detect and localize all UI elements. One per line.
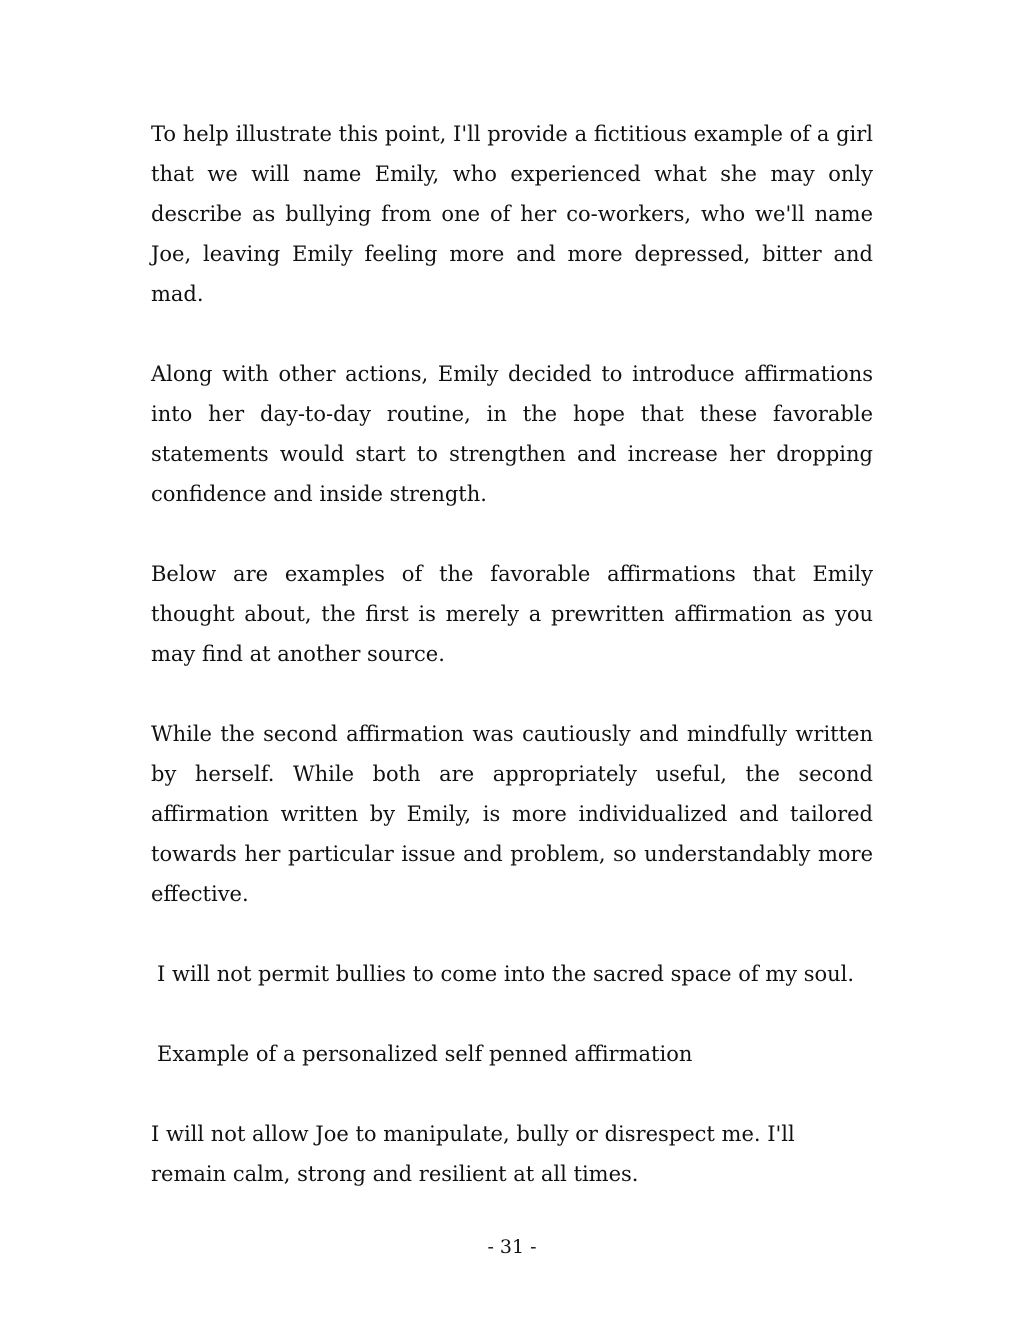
paragraph-emily-example: To help illustrate this point, I'll provide a fictitious example of a girl that we will name Emily, who experienced what she may only describe as bullying from one of her co-workers, who we'll name Joe, leaving Emily feeling more and more depressed, bitter and mad. [151, 122, 873, 306]
prewritten-affirmation: I will not permit bullies to come into the sacred space of my soul. [157, 962, 855, 986]
paragraph-affirmations-routine: Along with other actions, Emily decided to introduce affirmations into her day-to-day routine, in the hope that these favorable statements would start to strengthen and increase her dropping confidence and inside strength. [151, 362, 873, 506]
paragraph-second-affirmation: While the second affirmation was cautiously and mindfully written by herself. While both are appropriately useful, the second affirmation written by Emily, is more individualized and tailored towards her particular issue and problem, so understandably more effective. [151, 722, 873, 906]
page-body [151, 114, 873, 1234]
page-number: - 31 - [487, 1236, 537, 1258]
paragraph-examples-intro: Below are examples of the favorable affirmations that Emily thought about, the first is merely a prewritten affirmation as you may find at another source. [151, 562, 873, 666]
personalized-affirmation-heading: Example of a personalized self penned affirmation [157, 1042, 693, 1066]
personalized-affirmation: I will not allow Joe to manipulate, bully or disrespect me. I'll remain calm, strong and resilient at all times. [151, 1122, 795, 1186]
